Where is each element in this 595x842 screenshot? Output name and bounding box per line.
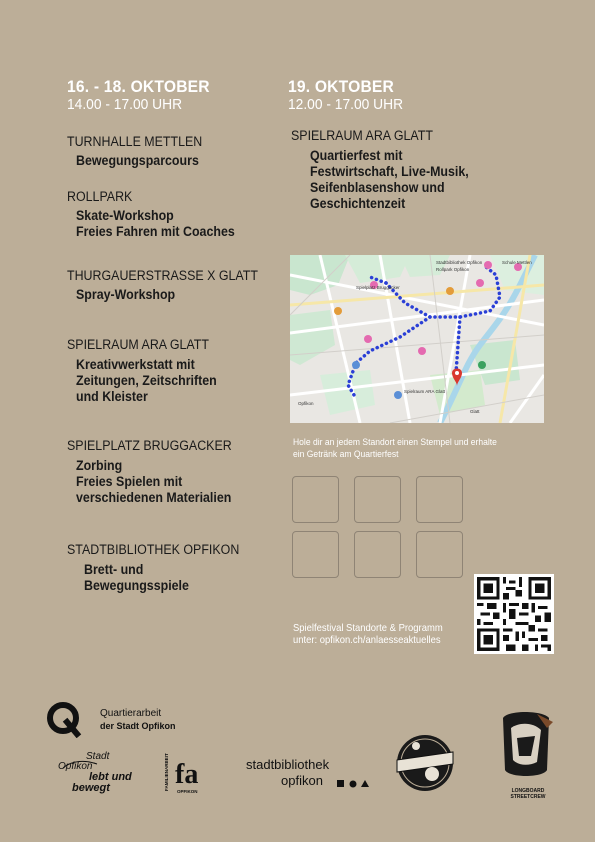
stamp-box [292,476,339,523]
festival-location: SPIELRAUM ARA GLATT [291,128,433,143]
map-label-bibliothek: Stadtbibliothek Opfikon [436,260,483,265]
longboard-logo-icon [497,708,555,790]
venue-location-3: THURGAUERSTRASSE X GLATT [67,268,258,283]
venue-activity: Freies Spielen mit [76,474,183,489]
quartierarbeit-subtitle: der Stadt Opfikon [100,721,176,731]
venue-activity: und Kleister [76,389,148,404]
venue-activity: Spray-Workshop [76,287,176,302]
qr-code[interactable] [474,574,554,654]
quartierarbeit-logo-icon [47,702,91,738]
stamp-info-line-1: Hole dir an jedem Standort einen Stempel und erhalte [293,437,497,448]
left-time-heading: 14.00 - 17.00 UHR [67,96,183,113]
lebt-logo-line1: lebt und [89,771,132,783]
venue-activity: Kreativwerkstatt mit [76,357,195,372]
swoosh-icon [62,757,98,767]
festival-activity: Quartierfest mit [310,148,403,163]
map-label-rollpark: Rollpark Opfikon [436,267,470,272]
venue-activity: Skate-Workshop [76,208,174,223]
festival-activity: Geschichtenzeit [310,196,406,211]
stamp-box [354,476,401,523]
familienarbeit-logo [160,745,210,795]
stadt-logo-line2: Opfikon [58,761,93,772]
venue-activity: verschiedenen Materialien [76,490,232,505]
left-date-heading: 16. - 18. OKTOBER [67,77,210,96]
familienarbeit-vertical-text: FAMILIENARBEIT [164,753,169,791]
venue-location-5: SPIELPLATZ BRUGGACKER [67,438,232,453]
stamp-box [354,531,401,578]
lebt-logo-line2: bewegt [72,782,110,794]
longboard-logo-text: LONGBOARD STREETCREW [510,788,546,800]
venue-location-1: TURNHALLE METTLEN [67,134,203,149]
route-map [290,255,544,423]
festival-activity: Festwirtschaft, Live-Musik, [310,164,469,179]
familienarbeit-mark: fa [175,759,199,790]
program-info-line-1: Spielfestival Standorte & Programm [293,622,443,634]
map-label-schule: Schule Mettlen [502,260,532,265]
program-info-link[interactable]: unter: opfikon.ch/anlaesseaktuelles [293,634,441,646]
map-label-glatt: Glatt [470,409,480,414]
venue-activity: Bewegungsspiele [84,578,189,593]
bibliothek-logo-line1: stadtbibliothek [246,757,330,772]
stamp-box [416,476,463,523]
venue-activity: Zorbing [76,458,123,473]
stamp-box [292,531,339,578]
venue-activity: Brett- und [84,562,144,577]
venue-activity: Freies Fahren mit Coaches [76,224,235,239]
map-label-spielplatz: Spielplatz Bruggacker [356,285,400,290]
venue-location-4: SPIELRAUM ARA GLATT [67,337,209,352]
venue-location-6: STADTBIBLIOTHEK OPFIKON [67,542,240,557]
right-time-heading: 12.00 - 17.00 UHR [288,96,404,113]
map-label-spielraum: Spielraum ARA Glatt [404,389,446,394]
badge-logo-icon [392,730,458,796]
festival-activity: Seifenblasenshow und [310,180,445,195]
stadt-logo-line1: Stadt [86,751,110,762]
venue-activity: Bewegungsparcours [76,153,199,168]
dots-icon [336,776,370,786]
stamp-info-line-2: ein Getränk am Quartierfest [293,449,399,460]
right-date-heading: 19. OKTOBER [288,77,395,96]
map-label-opfikon: Opfikon [298,401,314,406]
venue-location-2: ROLLPARK [67,189,133,204]
stamp-box [416,531,463,578]
familienarbeit-bottom-text: OPFIKON [177,789,198,794]
bibliothek-logo-line2: opfikon [281,773,323,788]
quartierarbeit-name: Quartierarbeit [100,708,162,719]
venue-activity: Zeitungen, Zeitschriften [76,373,217,388]
